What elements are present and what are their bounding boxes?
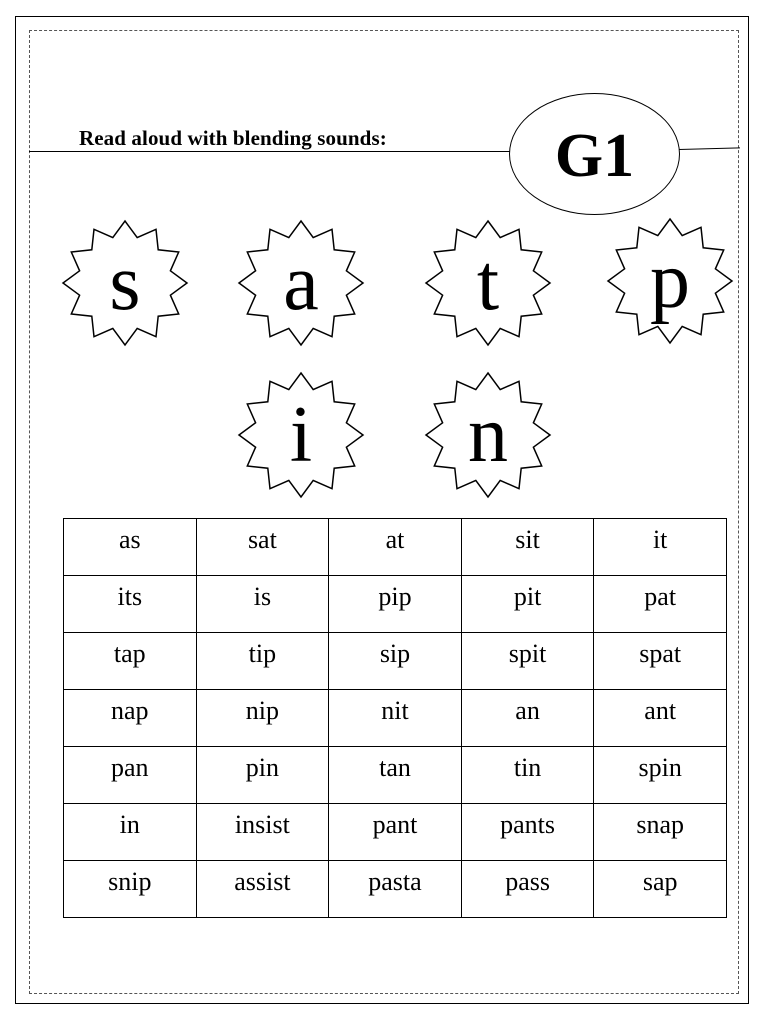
table-row <box>64 747 727 804</box>
table-row <box>64 861 727 918</box>
word-cell: it <box>594 519 727 576</box>
letter-star-s <box>61 221 189 345</box>
word-cell: tip <box>196 633 329 690</box>
word-cell: is <box>196 576 329 633</box>
letter-star-n <box>424 373 552 497</box>
word-cell: pan <box>64 747 197 804</box>
word-cell: sip <box>329 633 462 690</box>
letter: t <box>476 239 500 327</box>
word-cell: sat <box>196 519 329 576</box>
word-cell: assist <box>196 861 329 918</box>
letter: i <box>289 391 313 479</box>
letter-star-i <box>237 373 365 497</box>
word-cell: nip <box>196 690 329 747</box>
word-cell: pasta <box>329 861 462 918</box>
word-cell: in <box>64 804 197 861</box>
word-cell: tan <box>329 747 462 804</box>
word-cell: pip <box>329 576 462 633</box>
table-row <box>64 690 727 747</box>
word-cell: pants <box>461 804 594 861</box>
word-cell: pat <box>594 576 727 633</box>
word-cell: nap <box>64 690 197 747</box>
word-cell: snip <box>64 861 197 918</box>
word-cell: its <box>64 576 197 633</box>
letter: n <box>468 391 508 479</box>
word-cell: spin <box>594 747 727 804</box>
word-cell: pin <box>196 747 329 804</box>
table-row <box>64 804 727 861</box>
header-rule-left <box>29 151 511 152</box>
word-cell: snap <box>594 804 727 861</box>
word-cell: spit <box>461 633 594 690</box>
word-cell: spat <box>594 633 727 690</box>
word-cell: at <box>329 519 462 576</box>
word-table <box>63 518 727 918</box>
letter-star-a <box>237 221 365 345</box>
word-cell: nit <box>329 690 462 747</box>
instruction-text: Read aloud with blending sounds: <box>79 126 387 150</box>
word-cell: sit <box>461 519 594 576</box>
letter: p <box>650 237 690 325</box>
word-cell: an <box>461 690 594 747</box>
word-cell: tin <box>461 747 594 804</box>
word-cell: pass <box>461 861 594 918</box>
word-cell: insist <box>196 804 329 861</box>
word-cell: pit <box>461 576 594 633</box>
word-cell: ant <box>594 690 727 747</box>
letter: s <box>109 239 141 327</box>
table-row <box>64 633 727 690</box>
level-label: G1 <box>554 122 635 190</box>
letter-star-t <box>424 221 552 345</box>
letter-star-p <box>606 219 734 343</box>
table-row <box>64 519 727 576</box>
word-cell: sap <box>594 861 727 918</box>
word-cell: tap <box>64 633 197 690</box>
word-cell: as <box>64 519 197 576</box>
letter: a <box>283 239 319 327</box>
table-row <box>64 576 727 633</box>
word-cell: pant <box>329 804 462 861</box>
level-badge <box>509 93 680 215</box>
